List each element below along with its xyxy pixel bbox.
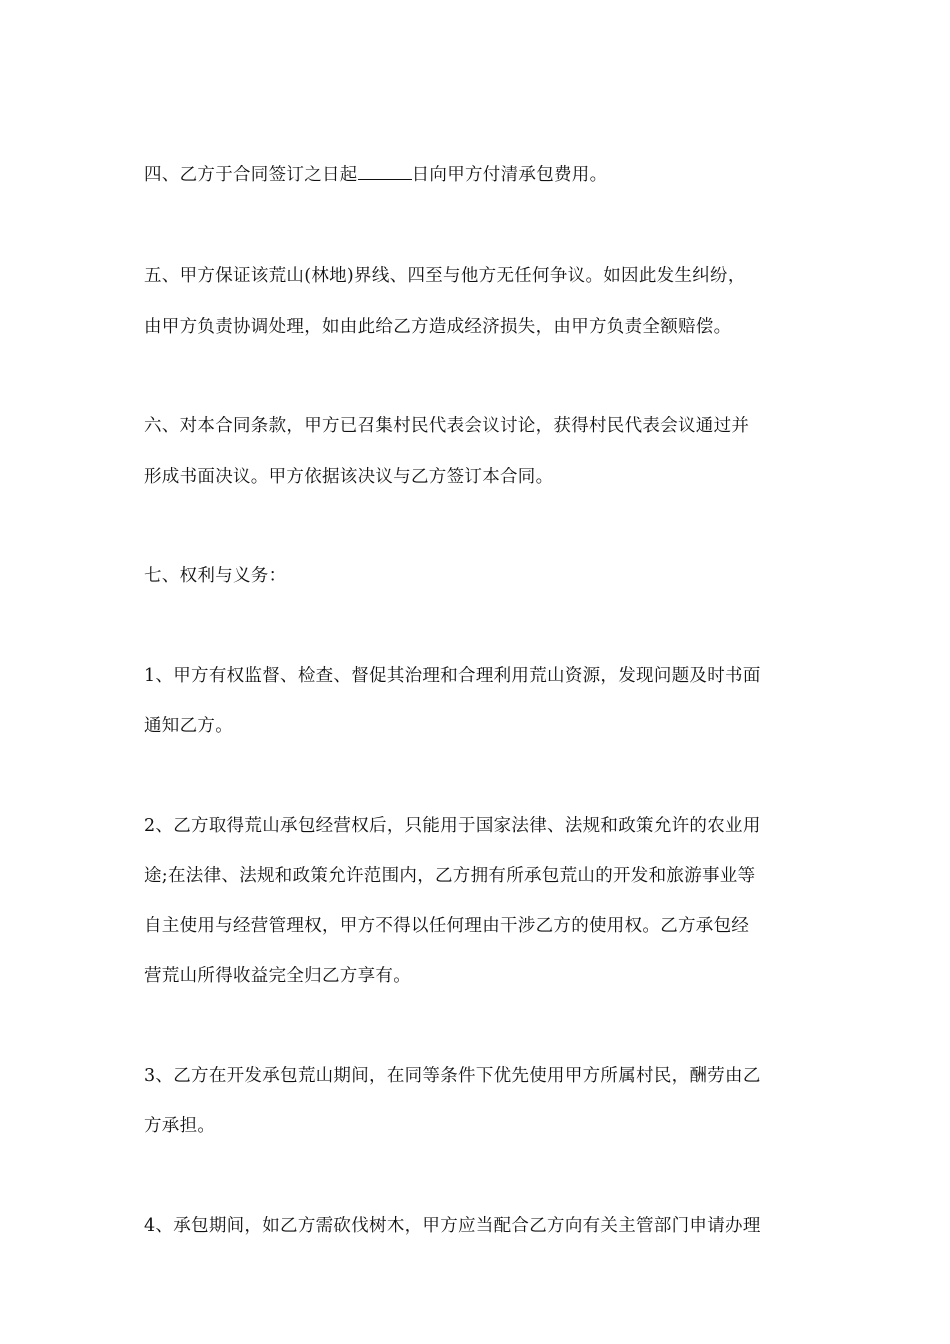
item-3-line-2: 方承担。 <box>144 1116 216 1136</box>
clause-5-line-1: 五、甲方保证该荒山(林地)界线、四至与他方无任何争议。如因此发生纠纷， <box>144 266 746 286</box>
clause-4-text-after: 日向甲方付清承包费用。 <box>411 165 608 185</box>
item-2-line-1: 2、乙方取得荒山承包经营权后，只能用于国家法律、法规和政策允许的农业用 <box>144 816 761 836</box>
item-2-line-3: 自主使用与经营管理权，甲方不得以任何理由干涉乙方的使用权。乙方承包经 <box>144 916 750 936</box>
item-1-line-2: 通知乙方。 <box>144 716 233 736</box>
clause-4 <box>144 163 814 187</box>
clause-7-heading: 七、权利与义务： <box>144 566 287 586</box>
clause-6-line-2: 形成书面决议。甲方依据该决议与乙方签订本合同。 <box>144 467 554 487</box>
clause-6-line-1: 六、对本合同条款，甲方已召集村民代表会议讨论，获得村民代表会议通过并 <box>144 416 750 436</box>
payment-days-blank <box>358 163 412 180</box>
clause-5-line-2: 由甲方负责协调处理，如由此给乙方造成经济损失，由甲方负责全额赔偿。 <box>144 317 732 337</box>
clause-4-text-before: 四、乙方于合同签订之日起 <box>144 165 358 185</box>
item-2-line-2: 途;在法律、法规和政策允许范围内，乙方拥有所承包荒山的开发和旅游事业等 <box>144 866 756 886</box>
item-2-line-4: 营荒山所得收益完全归乙方享有。 <box>144 966 411 986</box>
item-3-line-1: 3、乙方在开发承包荒山期间，在同等条件下优先使用甲方所属村民，酬劳由乙 <box>144 1066 761 1086</box>
item-1-line-1: 1、甲方有权监督、检查、督促其治理和合理利用荒山资源，发现问题及时书面 <box>144 666 761 686</box>
item-4-line-1: 4、承包期间，如乙方需砍伐树木，甲方应当配合乙方向有关主管部门申请办理 <box>144 1216 761 1236</box>
